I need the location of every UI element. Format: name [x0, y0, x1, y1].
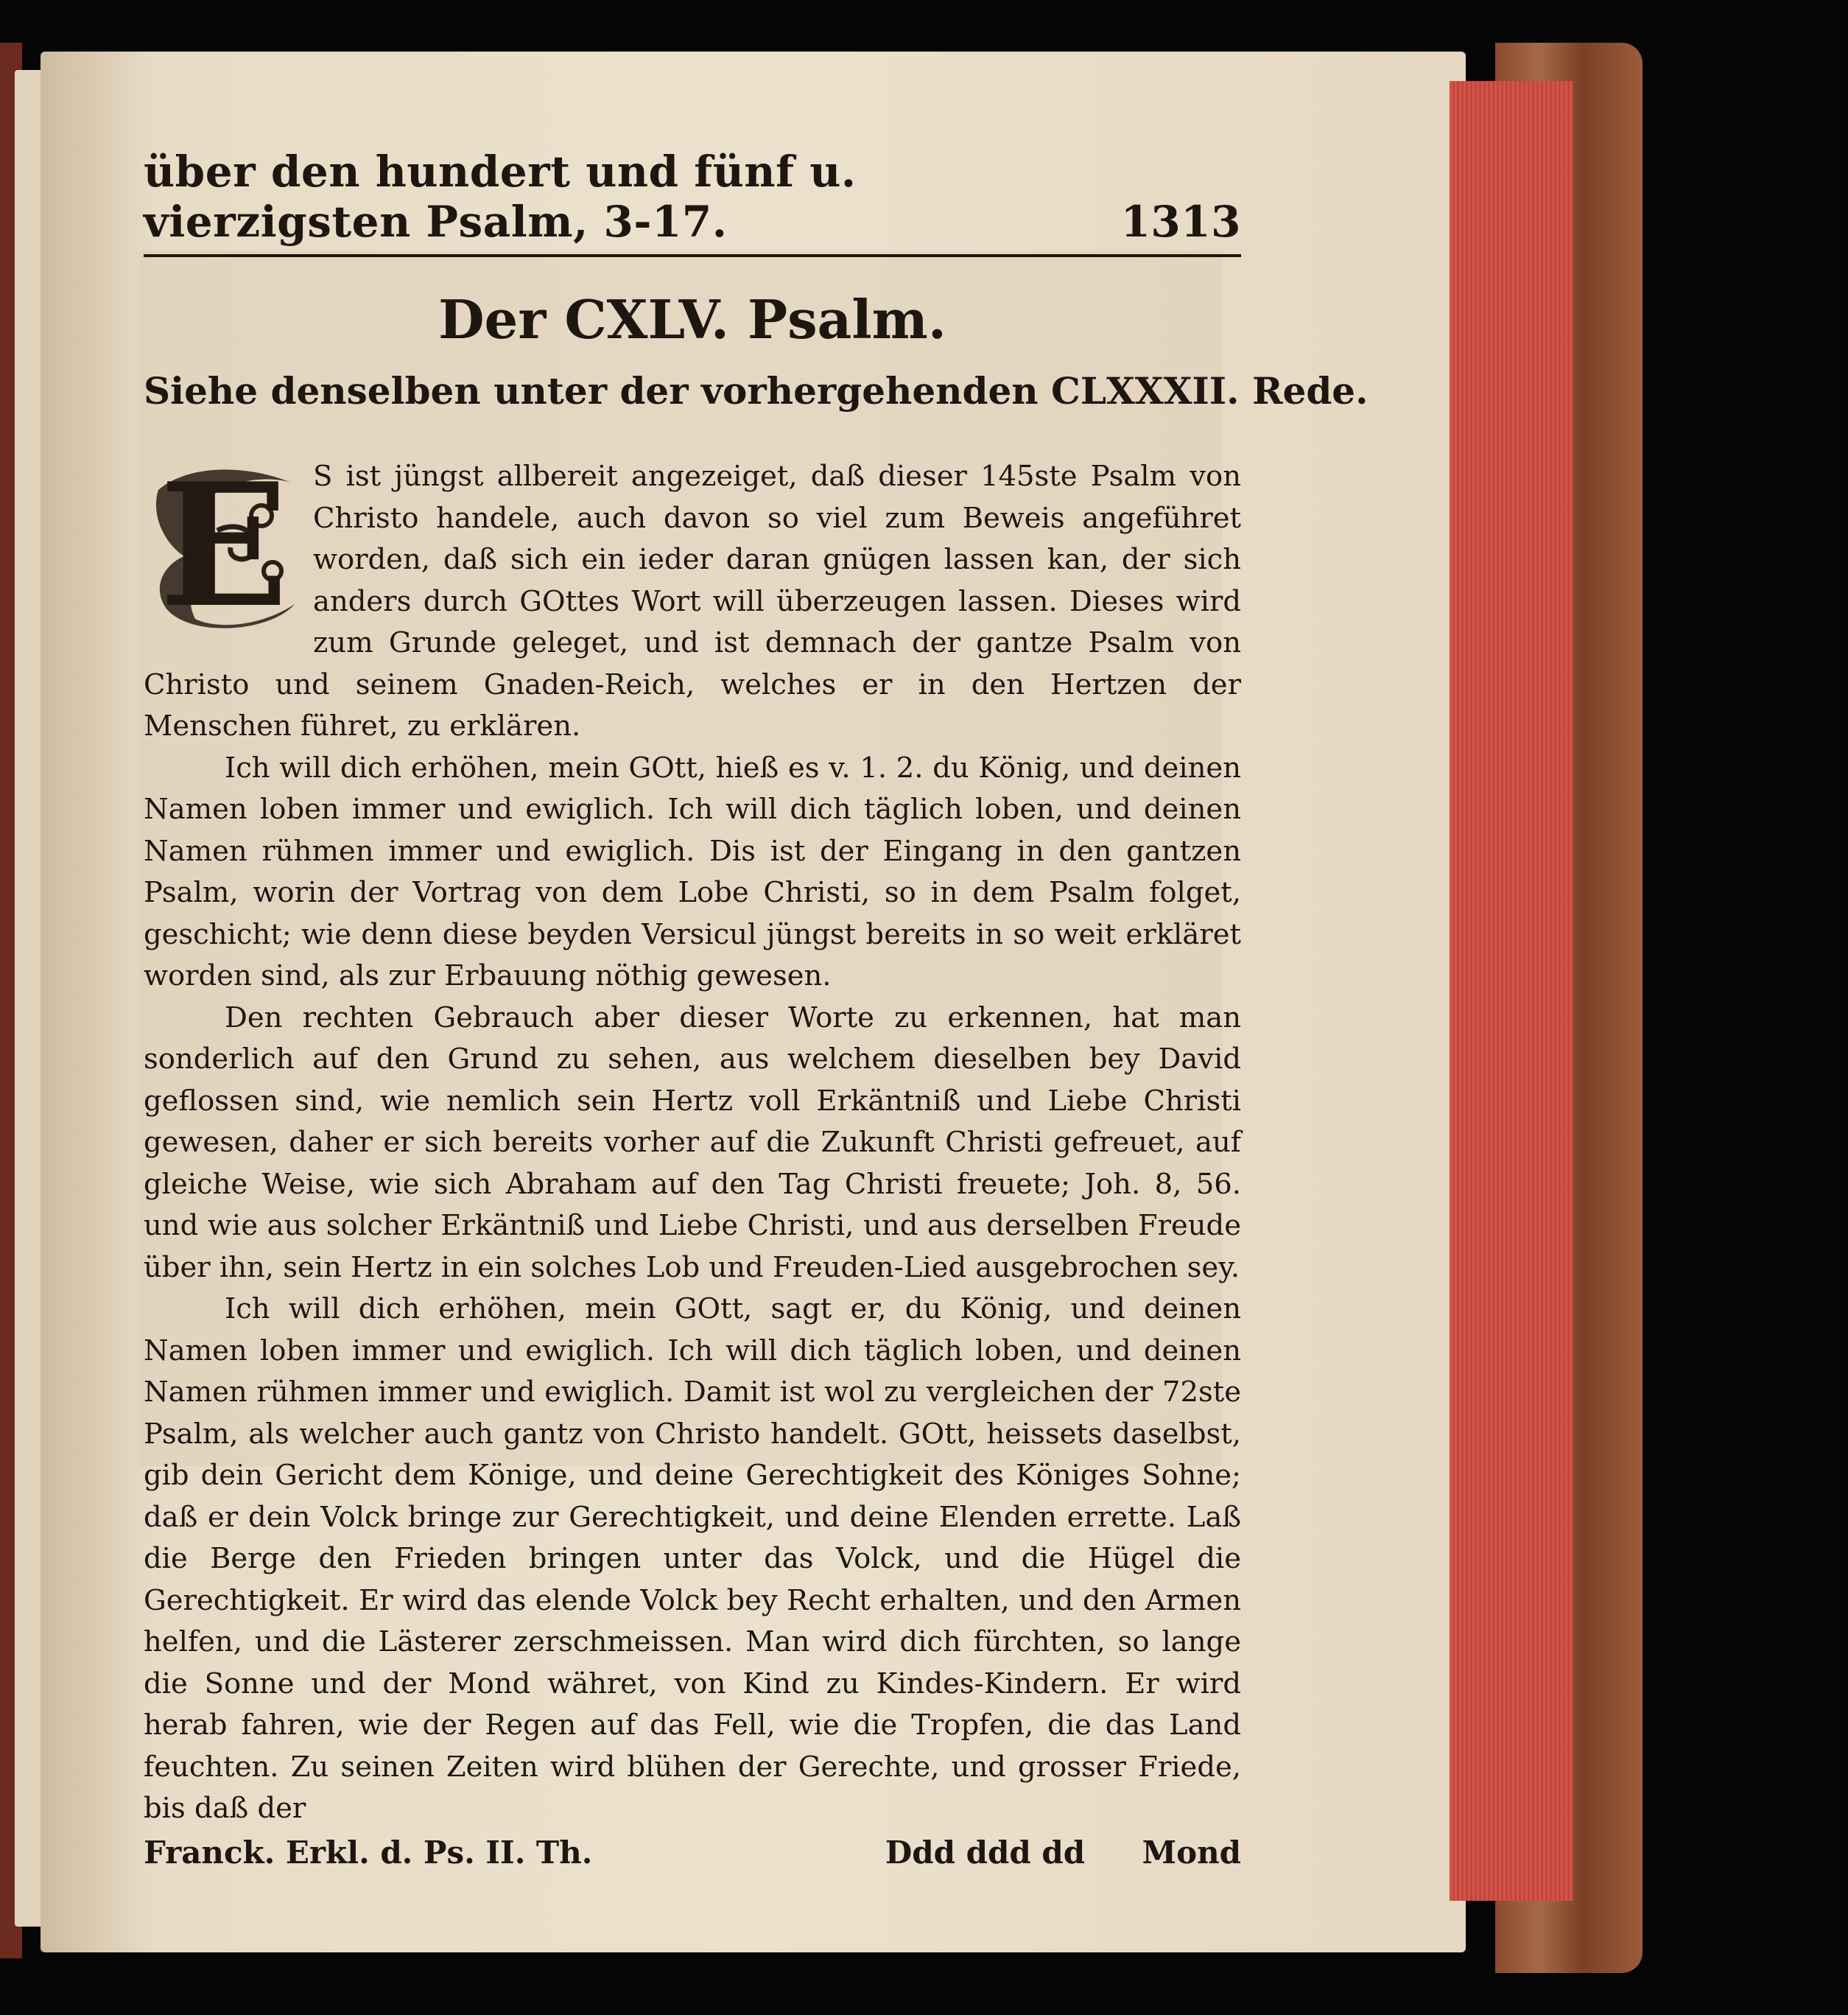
running-header [144, 147, 1241, 247]
psalm-subtitle: Siehe denselben unter der vorhergehenden CLXXXII. Rede. [144, 369, 1369, 413]
header-rule [144, 254, 1241, 257]
paragraph-3: Den rechten Gebrauch aber dieser Worte zu erkennen, hat man sonderlich auf den Grund zu sehen, aus welchem dieselben bey David geflossen sind, wie nemlich sein Hertz voll Erkäntniß und Liebe Christi gewesen, daher er sich bereits vorher auf die Zukunft Christi gefreuet, auf gleiche Weise, wie sich Abraham auf den Tag Christi freuete; Joh. 8, 56. und wie aus solcher Erkäntniß und Liebe Christi, und aus derselben Freude über ihn, sein Hertz in ein solches Lob und Freuden-Lied ausgebrochen sey. [144, 1001, 1241, 1284]
dropcap-letter: E [159, 446, 289, 645]
page-footer [144, 1834, 1241, 1879]
paragraph-4: Ich will dich erhöhen, mein GOtt, sagt er, du König, und deinen Namen loben immer und ewiglich. Ich will dich täglich loben, und deinen Namen rühmen immer und ewiglich. Damit ist wol zu vergleichen der 72ste Psalm, als welcher auch gantz von Christo handelt. GOtt, heissets daselbst, gib dein Gericht dem Könige, und deine Gerechtigkeit des Königes Sohne; daß er dein Volck bringe zur Gerechtigkeit, und deine Elenden errette. Laß die Berge den Frieden bringen unter das Volck, und die Hügel die Gerechtigkeit. Er wird das elende Volck bey Recht erhalten, und den Armen helfen, und die Lästerer zerschmeissen. Man wird dich fürchten, so lange die Sonne und der Mond währet, von Kind zu Kindes-Kindern. Er wird herab fahren, wie der Regen auf das Fell, wie die Tropfen, die das Land feuchten. Zu seinen Zeiten wird blühen der Gerechte, und grosser Friede, bis daß der [144, 1292, 1241, 1825]
signature-mark: Ddd ddd dd [885, 1834, 1086, 1871]
paragraph-2: Ich will dich erhöhen, mein GOtt, hieß es v. 1. 2. du König, und deinen Namen loben immer und ewiglich. Ich will dich täglich loben, und deinen Namen rühmen immer und ewiglich. Dis ist der Eingang in den gantzen Psalm, worin der Vortrag von dem Lobe Christi, so in dem Psalm folget, geschicht; wie denn diese beyden Versicul jüngst bereits in so weit erkläret worden sind, als zur Erbauung nöthig gewesen. [144, 751, 1241, 992]
page-edges-red [1450, 81, 1573, 1901]
running-title: über den hundert und fünf u. vierzigsten Psalm, 3-17. [144, 147, 857, 247]
catchword: Mond [1142, 1834, 1241, 1871]
paragraph-1: S ist jüngst allbereit angezeiget, daß dieser 145ste Psalm von Christo handele, auch davon so viel zum Beweis angeführet worden, daß sich ein ieder daran gnügen lassen kan, der sich anders durch GOttes Wort will überzeugen lassen. Dieses wird zum Grunde geleget, und ist demnach der gantze Psalm von Christo und seinem Gnaden-Reich, welches er in den Hertzen der Menschen führet, zu erklären. [144, 460, 1241, 743]
left-page-edge [15, 70, 41, 1927]
page-text-block [144, 147, 1369, 1879]
psalm-title: Der CXLV. Psalm. [438, 288, 946, 351]
ornamental-initial [144, 446, 304, 645]
body-text [144, 446, 1241, 1830]
page-number: 1313 [1120, 197, 1241, 247]
footer-source: Franck. Erkl. d. Ps. II. Th. [144, 1834, 593, 1871]
